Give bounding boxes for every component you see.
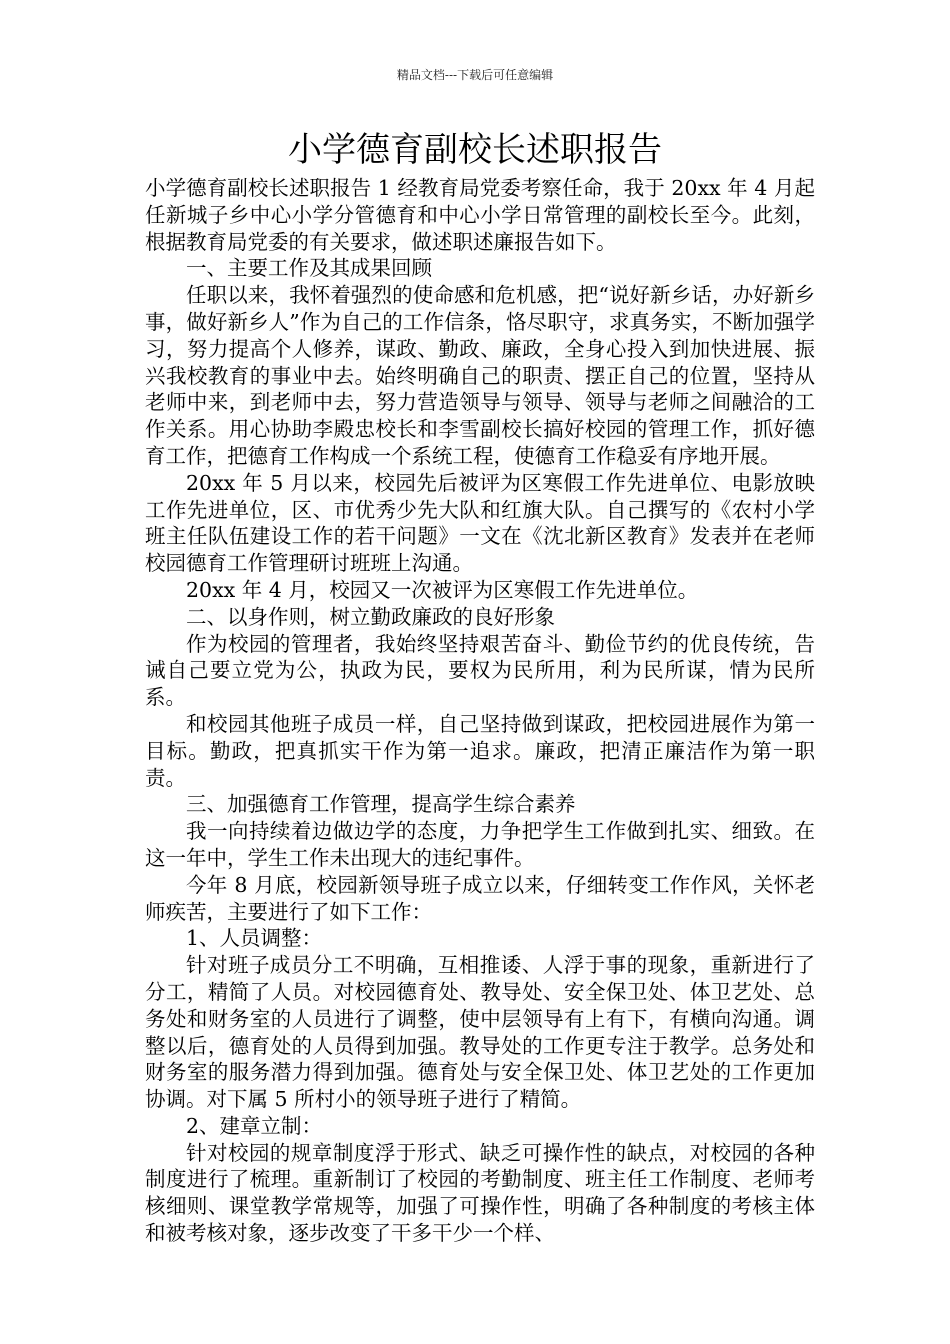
paragraph: 20xx 年 4 月，校园又一次被评为区寒假工作先进单位。 [186,577,699,602]
paragraph: 和校园其他班子成员一样，自己坚持做到谋政，把校园进展作为第一目标。勤政，把真抓实干作为第一追求。廉政，把清正廉洁作为第一职责。 [145,711,815,790]
paragraph: 我一向持续着边做边学的态度，力争把学生工作做到扎实、细致。在这一年中，学生工作未出现大的违纪事件。 [145,819,815,870]
page-header: 精品文档---下载后可任意编辑 [396,68,554,82]
document-body [145,175,815,1247]
paragraph: 20xx 年 5 月以来，校园先后被评为区寒假工作先进单位、电影放映工作先进单位，区、市优秀少先大队和红旗大队。自己撰写的《农村小学班主任队伍建设工作的若干问题》一文在《沈北新区教育》发表并在老师校园德育工作管理研讨班班上沟通。 [145,470,815,576]
paragraph: 作为校园的管理者，我始终坚持艰苦奋斗、勤俭节约的优良传统，告诫自己要立党为公，执政为民，要权为民所用，利为民所谋，情为民所系。 [145,631,815,710]
paragraph: 针对校园的规章制度浮于形式、缺乏可操作性的缺点，对校园的各种制度进行了梳理。重新制订了校园的考勤制度、班主任工作制度、老师考核细则、课堂教学常规等，加强了可操作性，明确了各种制度的考核主体和被考核对象，逐步改变了干多干少一个样、 [145,1140,815,1246]
paragraph: 针对班子成员分工不明确，互相推诿、人浮于事的现象，重新进行了分工，精简了人员。对校园德育处、教导处、安全保卫处、体卫艺处、总务处和财务室的人员进行了调整，使中层领导有上有下，有横向沟通。调整以后，德育处的人员得到加强。教导处的工作更专注于教学。总务处和财务室的服务潜力得到加强。德育处与安全保卫处、体卫艺处的工作更加协调。对下属 5 所村小的领导班子进行了精简。 [145,953,815,1112]
paragraph: 小学德育副校长述职报告 1 经教育局党委考察任命，我于 20xx 年 4 月起任新城子乡中心小学分管德育和中心小学日常管理的副校长至今。此刻，根据教育局党委的有关要求，做述职述廉报告如下。 [145,176,815,254]
paragraph: 任职以来，我怀着强烈的使命感和危机感，把“说好新乡话，办好新乡事，做好新乡人”作为自己的工作信条，恪尽职守，求真务实，不断加强学习，努力提高个人修养，谋政、勤政、廉政，全身心投入到加快进展、振兴我校教育的事业中去。始终明确自己的职责、摆正自己的位置，坚持从老师中来，到老师中去，努力营造领导与领导、领导与老师之间融洽的工作关系。用心协助李殿忠校长和李雪副校长搞好校园的管理工作，抓好德育工作，把德育工作构成一个系统工程，使德育工作稳妥有序地开展。 [145,283,815,468]
paragraph: 三、加强德育工作管理，提高学生综合素养 [186,792,576,817]
paragraph: 2、建章立制： [186,1113,323,1138]
paragraph: 今年 8 月底，校园新领导班子成立以来，仔细转变工作作风，关怀老师疾苦，主要进行了如下工作： [145,872,815,924]
paragraph: 二、以身作则，树立勤政廉政的良好形象 [186,604,555,629]
paragraph: 1、人员调整： [186,926,323,951]
paragraph: 一、主要工作及其成果回顾 [186,256,432,281]
document-title: 小学德育副校长述职报告 [288,130,662,170]
